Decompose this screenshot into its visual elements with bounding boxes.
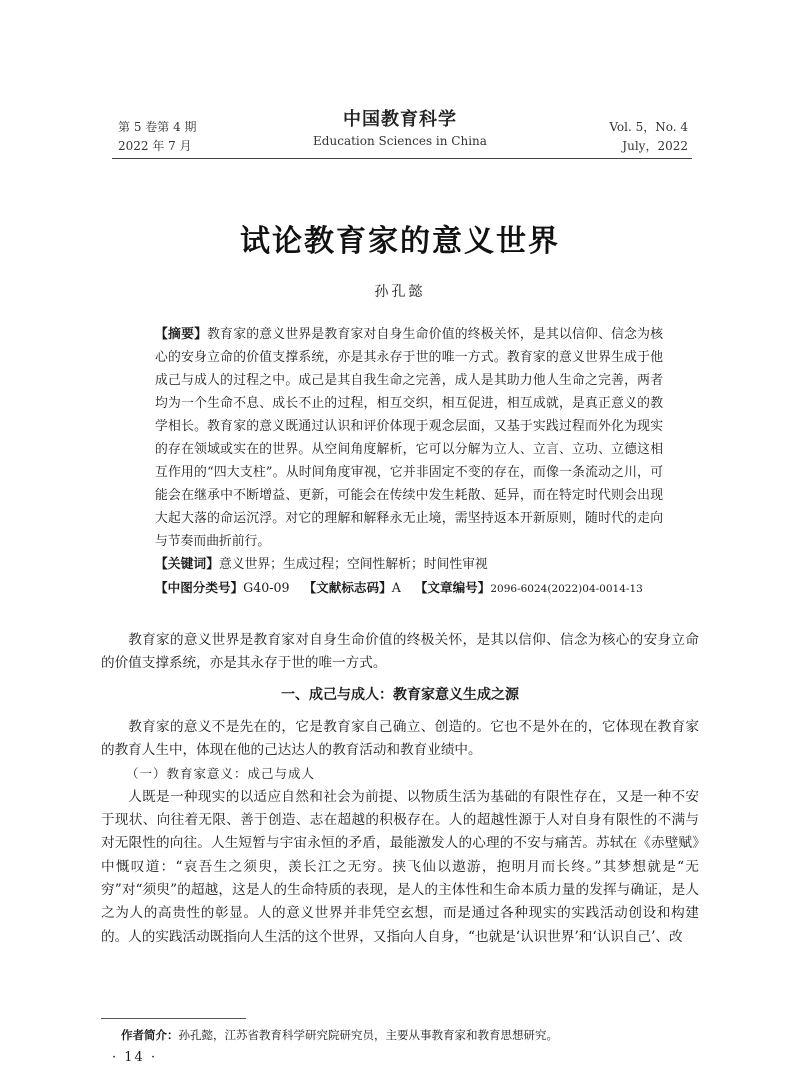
intro-paragraph: 教育家的意义世界是教育家对自身生命价值的终极关怀，是其以信仰、信念为核心的安身立命的价值支撑系统，亦是其永存于世的唯一方式。 xyxy=(101,632,699,672)
article-author: 孙孔懿 xyxy=(374,284,426,300)
journal-title-en: Education Sciences in China xyxy=(313,134,487,148)
keywords-text: 意义世界；生成过程；空间性解析；时间性审视 xyxy=(218,557,488,572)
volume-issue-en: Vol. 5，No. 4 xyxy=(609,120,688,134)
footnote-label: 作者简介： xyxy=(121,1028,179,1042)
body-paragraph: 教育家的意义不是先在的，它是教育家自己确立、创造的。它也不是外在的，它体现在教育家的教育人生中，体现在他的己达达人的教育活动和教育业绩中。 xyxy=(101,718,699,759)
article-body xyxy=(101,629,699,949)
abstract xyxy=(155,323,663,553)
clc-value: G40-09 xyxy=(243,580,290,595)
article-no-value: 2096-6024(2022)04-0014-13 xyxy=(490,583,643,595)
publication-date: 2022 年 7 月 xyxy=(118,139,192,153)
section-heading: 一、成己与成人：教育家意义生成之源 xyxy=(281,686,519,703)
body-paragraph: 人既是一种现实的以适应自然和社会为前提、以物质生活为基础的有限性存在，又是一种不安于现状、向往着无限、善于创造、志在超越的积极存在。人的超越性源于人对自身有限性的不满与对无限性的向往。人生短暂与宇宙永恒的矛盾，最能激发人的心理的不安与痛苦。苏轼在《赤壁赋》中慨叹道：“哀吾生之须臾，羡长江之无穷。挟飞仙以遨游，抱明月而长终。”其梦想就是“无穷”对“须臾”的超越，这是人的生命特质的表现，是人的主体性和生命本质力量的发挥与确证，是人之为人的高贵性的彰显。人的意义世界并非凭空玄想，而是通过各种现实的实践活动创设和构建的。人的实践活动既指向人生活的这个世界，又指向人自身，“也就是‘认识世界’和‘认识自己’、改 xyxy=(101,788,699,945)
clc-label: 【中图分类号】 xyxy=(155,580,244,595)
footnote-text: 孙孔懿，江苏省教育科学研究院研究员，主要从事教育家和教育思想研究。 xyxy=(178,1028,558,1042)
doc-code-value: A xyxy=(391,580,401,595)
keywords-label: 【关键词】 xyxy=(155,557,219,572)
doc-code-label: 【文献标志码】 xyxy=(303,580,392,595)
article-no-label: 【文章编号】 xyxy=(414,580,491,595)
classification-line xyxy=(155,576,663,601)
journal-title-cn: 中国教育科学 xyxy=(343,109,457,130)
header-issue-info-en xyxy=(609,118,688,156)
article-title: 试论教育家的意义世界 xyxy=(240,224,560,259)
author-footnote xyxy=(121,1027,558,1043)
publication-date-en: July，2022 xyxy=(622,139,688,153)
keywords xyxy=(155,553,663,576)
page-number: · 14 · xyxy=(112,1050,158,1065)
volume-issue: 第 5 卷第 4 期 xyxy=(118,120,197,134)
abstract-text: 教育家的意义世界是教育家对自身生命价值的终极关怀，是其以信仰、信念为核心的安身立命的价值支撑系统，亦是其永存于世的唯一方式。教育家的意义世界生成于他成己与成人的过程之中。成己是其自我生命之完善，成人是其助力他人生命之完善，两者均为一个生命不息、成长不止的过程，相互交织，相互促进，相互成就，是真正意义的教学相长。教育家的意义既通过认识和评价体现于观念层面，又基于实践过程而外化为现实的存在领域或实在的世界。从空间角度解析，它可以分解为立人、立言、立功、立德这相互作用的“四大支柱”。从时间角度审视，它并非固定不变的存在，而像一条流动之川，可能会在继承中不断增益、更新，可能会在传续中发生耗散、延异，而在特定时代则会出现大起大落的命运沉浮。对它的理解和解释永无止境，需坚持返本开新原则，随时代的走向与节奏而曲折前行。 xyxy=(155,327,664,549)
footnote-divider xyxy=(101,1018,246,1019)
abstract-block xyxy=(155,323,663,601)
abstract-label: 【摘要】 xyxy=(155,327,208,342)
header-divider xyxy=(112,158,692,159)
subsection-heading: （一）教育家意义：成己与成人 xyxy=(126,766,316,782)
